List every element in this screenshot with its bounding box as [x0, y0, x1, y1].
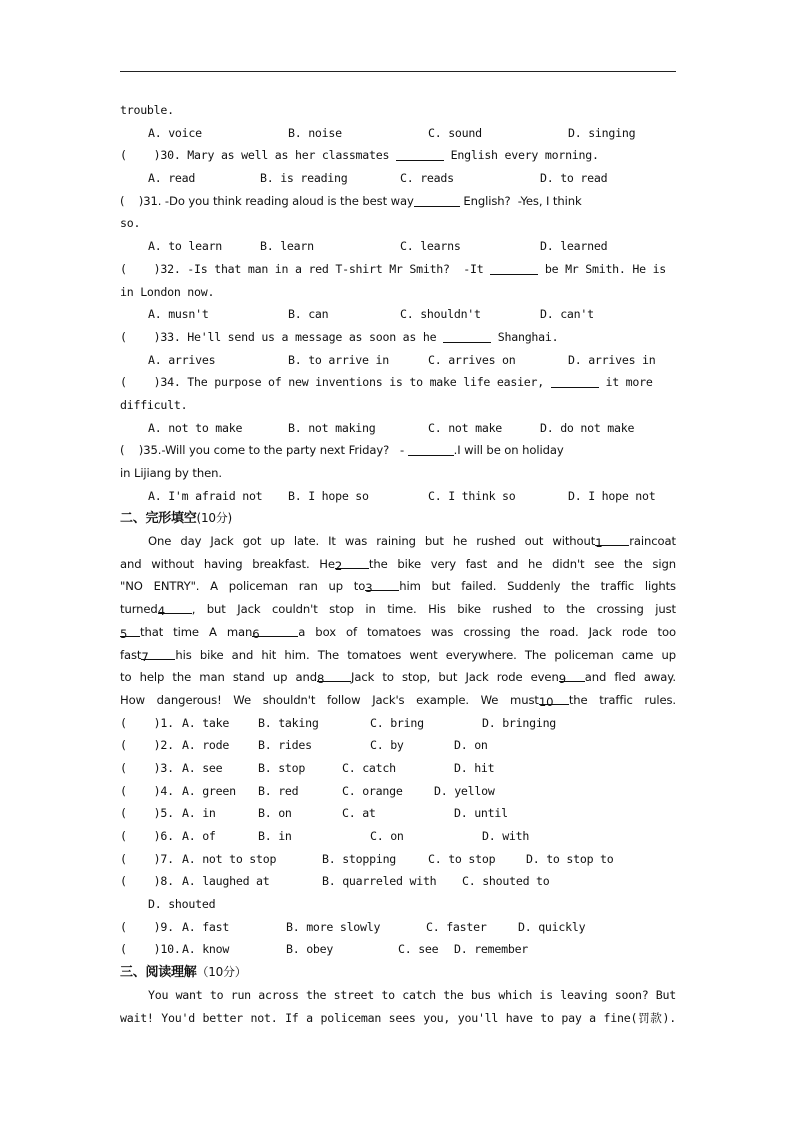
- option-d: D. with: [482, 829, 530, 843]
- option-a: A. green: [182, 783, 236, 798]
- cloze-question-5: [120, 802, 676, 825]
- question-number: ( )3.: [120, 760, 174, 775]
- question-31-options: [120, 235, 676, 258]
- passage-text: that time A man: [140, 624, 253, 639]
- question-34-continuation: difficult.: [120, 397, 188, 412]
- question-30-options: [120, 167, 676, 190]
- passage-text: a box of tomatoes was crossing the road. Jack rode too: [298, 624, 676, 639]
- option-c: C. to stop: [428, 851, 496, 866]
- cloze-question-1: [120, 712, 676, 735]
- option-c: C. shouted to: [462, 874, 550, 889]
- option-b: B. learn: [260, 239, 314, 254]
- option-c: C. learns: [400, 239, 461, 254]
- cloze-blank-7: 7: [141, 646, 175, 660]
- option-b: B. red: [258, 783, 299, 798]
- option-d: D. until: [454, 806, 508, 821]
- answer-blank: [408, 442, 454, 456]
- option-c: C. shouldn't: [400, 307, 481, 322]
- option-b: B. in: [258, 829, 292, 843]
- question-number: ( )4.: [120, 783, 174, 798]
- answer-blank: [490, 261, 538, 275]
- passage-text: "NO ENTRY". A policeman ran up to: [120, 579, 366, 594]
- option-b: B. obey: [286, 942, 334, 957]
- passage-text: Jack to stop, but Jack rode even: [351, 670, 559, 685]
- passage-text: turned: [120, 602, 158, 617]
- option-b: B. is reading: [260, 171, 348, 186]
- option-c: C. reads: [400, 171, 454, 186]
- section-points: (10分): [196, 511, 232, 526]
- option-d: D. to stop to: [526, 851, 614, 866]
- option-d: D. arrives in: [568, 352, 656, 367]
- option-a: A. laughed at: [182, 874, 270, 889]
- question-stem: ( )30. Mary as well as her classmates: [120, 148, 396, 163]
- question-32-options: [120, 303, 676, 326]
- question-stem: ( )33. He'll send us a message as soon as he: [120, 329, 444, 344]
- cloze-blank-1: 1: [595, 532, 629, 546]
- cloze-blank-4: 4: [158, 600, 192, 614]
- question-34: [120, 371, 676, 394]
- option-b: B. noise: [288, 125, 342, 140]
- question-33-options: [120, 349, 676, 372]
- question-stem-end: Shanghai.: [491, 329, 559, 344]
- section-title: 三、阅读理解: [120, 965, 197, 981]
- option-c: C. at: [342, 806, 376, 821]
- question-29-options: [120, 122, 676, 145]
- cloze-question-3: [120, 757, 676, 780]
- question-stem-end: be Mr Smith. He is: [538, 261, 667, 276]
- option-c: C. orange: [342, 783, 403, 798]
- question-stem: ( )35.-Will you come to the party next Friday? -: [120, 443, 408, 458]
- cloze-question-4: [120, 780, 676, 803]
- question-number: ( )6.: [120, 829, 174, 843]
- option-a: A. to learn: [148, 239, 223, 254]
- option-b: B. taking: [258, 715, 319, 730]
- option-d: D. I hope not: [568, 488, 656, 503]
- reading-line-1: You want to run across the street to catch the bus which is leaving soon? But: [148, 987, 676, 1002]
- answer-blank: [551, 374, 599, 388]
- passage-text: raincoat: [629, 534, 676, 549]
- option-c: C. faster: [426, 919, 487, 934]
- section-title: 二、完形填空: [120, 511, 197, 527]
- question-number: ( )7.: [120, 851, 174, 866]
- option-d: D. hit: [454, 760, 495, 775]
- passage-text: and without having breakfast. He: [120, 556, 335, 571]
- cloze-blank-6: 6: [252, 623, 298, 637]
- option-d: D. yellow: [434, 783, 495, 798]
- option-a: A. in: [182, 806, 216, 821]
- option-b: B. I hope so: [288, 488, 369, 503]
- question-33: [120, 326, 676, 349]
- option-d: D. singing: [568, 125, 636, 140]
- option-a: A. fast: [182, 919, 230, 934]
- cloze-blank-2: 2: [335, 555, 369, 569]
- question-35-options: [120, 485, 676, 508]
- cloze-question-9: [120, 916, 676, 939]
- option-a: A. rode: [182, 738, 230, 753]
- cloze-blank-8: 8: [317, 668, 351, 682]
- option-a: A. see: [182, 760, 223, 775]
- option-d: D. to read: [540, 171, 608, 186]
- question-31-continuation: so.: [120, 216, 141, 231]
- cloze-blank-9: 9: [559, 668, 585, 682]
- question-32-continuation: in London now.: [120, 284, 215, 299]
- option-c: C. see: [398, 942, 439, 957]
- reading-line-2: wait! You'd better not. If a policeman sees you, you'll have to pay a fine(罚款).: [120, 1010, 676, 1025]
- option-b: B. can: [288, 307, 329, 322]
- option-d: D. can't: [540, 307, 594, 322]
- section-heading-cloze: [120, 507, 676, 530]
- passage-line-8: [120, 689, 676, 712]
- option-b: B. on: [258, 806, 292, 821]
- question-35-continuation: in Lijiang by then.: [120, 466, 222, 480]
- cloze-question-10: [120, 938, 676, 961]
- passage-line-6: [120, 644, 676, 667]
- cloze-question-6: [120, 825, 676, 848]
- cloze-question-8: [120, 870, 676, 893]
- option-d: D. remember: [454, 942, 529, 957]
- passage-text: to help the man stand up and: [120, 670, 318, 685]
- passage-line-2: [120, 553, 676, 576]
- question-stem-end: it more: [598, 375, 653, 390]
- question-number: ( )10.: [120, 942, 181, 957]
- question-32: [120, 258, 676, 281]
- passage-line-1: [120, 530, 676, 553]
- option-a: A. know: [182, 942, 230, 957]
- answer-blank: [414, 193, 460, 207]
- option-b: B. more slowly: [286, 919, 381, 934]
- cloze-question-7: [120, 848, 676, 871]
- question-number: ( )8.: [120, 874, 174, 889]
- question-30: [120, 144, 676, 167]
- option-a: A. take: [182, 715, 230, 730]
- option-a: A. of: [182, 829, 216, 843]
- option-a: A. not to stop: [182, 851, 277, 866]
- passage-text: the bike very fast and he didn't see the sign: [368, 556, 677, 571]
- question-number: ( )1.: [120, 715, 174, 730]
- option-a: A. I'm afraid not: [148, 488, 263, 503]
- passage-text: him but failed. Suddenly the traffic lights: [399, 579, 676, 594]
- answer-blank: [396, 147, 444, 161]
- option-b: B. stopping: [322, 851, 397, 866]
- option-c: C. on: [370, 829, 404, 843]
- section-points: （10分）: [196, 965, 247, 980]
- option-a: A. musn't: [148, 307, 209, 322]
- option-a: A. arrives: [148, 352, 216, 367]
- option-b: B. quarreled with: [322, 874, 437, 889]
- passage-line-5: [120, 621, 676, 644]
- option-c: C. I think so: [428, 488, 516, 503]
- passage-line-4: [120, 598, 676, 621]
- question-35: [120, 439, 676, 462]
- option-c: C. bring: [370, 715, 424, 730]
- option-d: D. on: [454, 738, 488, 753]
- question-number: ( )9.: [120, 919, 174, 934]
- question-34-options: [120, 417, 676, 440]
- option-d: D. bringing: [482, 715, 557, 730]
- option-a: A. voice: [148, 125, 202, 140]
- question-stem-end: English every morning.: [443, 148, 599, 163]
- question-29-continuation: trouble.: [120, 103, 174, 117]
- option-c: C. by: [370, 738, 404, 753]
- option-a: A. read: [148, 171, 196, 186]
- passage-text: the traffic rules.: [568, 692, 676, 707]
- cloze-question-2: [120, 734, 676, 757]
- passage-line-7: [120, 666, 676, 689]
- cloze-blank-3: 3: [365, 577, 399, 591]
- cloze-question-8-option-d: D. shouted: [148, 897, 216, 912]
- exam-page: [120, 99, 676, 1029]
- question-stem: ( )34. The purpose of new inventions is to make life easier,: [120, 375, 551, 390]
- option-b: B. to arrive in: [288, 352, 389, 367]
- question-number: ( )2.: [120, 738, 174, 753]
- option-d: D. learned: [540, 239, 608, 254]
- passage-text: his bike and hit him. The tomatoes went everywhere. The policeman came up: [175, 647, 676, 662]
- question-stem: ( )32. -Is that man in a red T-shirt Mr Smith? -It: [120, 261, 491, 276]
- option-c: C. catch: [342, 760, 396, 775]
- option-b: B. stop: [258, 760, 306, 775]
- question-stem-end: .I will be on holiday: [453, 443, 564, 458]
- option-a: A. not to make: [148, 420, 243, 435]
- option-c: C. sound: [428, 125, 482, 140]
- passage-text: How dangerous! We shouldn't follow Jack's example. We must: [120, 692, 539, 707]
- passage-text: One day Jack got up late. It was raining but he rushed out without: [148, 534, 596, 549]
- option-b: B. rides: [258, 738, 312, 753]
- cloze-blank-10: 10: [539, 691, 569, 705]
- option-d: D. quickly: [518, 919, 586, 934]
- passage-line-3: [120, 575, 676, 598]
- question-stem: ( )31. -Do you think reading aloud is the best way: [120, 193, 414, 208]
- passage-text: and fled away.: [584, 670, 676, 685]
- option-b: B. not making: [288, 420, 376, 435]
- question-number: ( )5.: [120, 806, 174, 821]
- question-31: [120, 190, 676, 213]
- passage-text: fast: [120, 647, 142, 662]
- option-d: D. do not make: [540, 420, 635, 435]
- header-rule: [120, 71, 676, 72]
- passage-text: , but Jack couldn't stop in time. His bike rushed to the crossing just: [191, 602, 676, 617]
- cloze-blank-5: 5: [120, 623, 140, 637]
- question-stem-end: English? -Yes, I think: [459, 193, 582, 208]
- section-heading-reading: [120, 961, 676, 984]
- option-c: C. arrives on: [428, 352, 516, 367]
- option-c: C. not make: [428, 420, 503, 435]
- answer-blank: [443, 329, 491, 343]
